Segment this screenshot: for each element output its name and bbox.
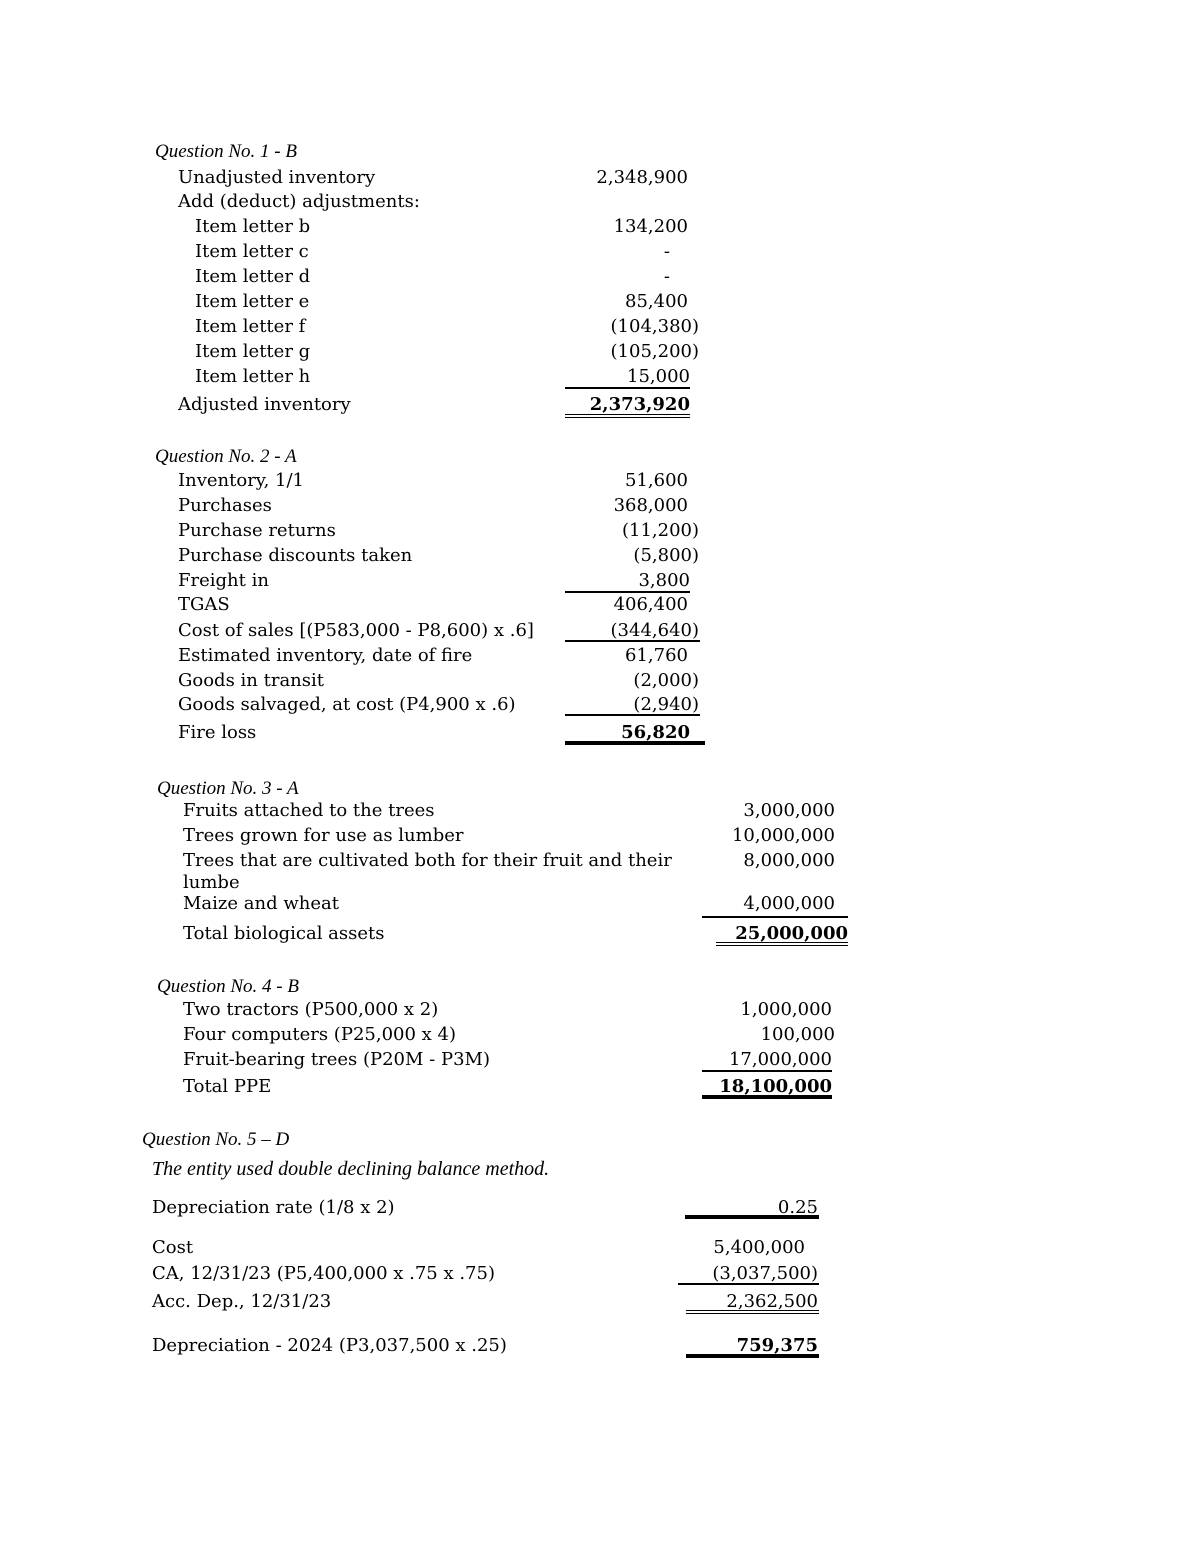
q1-total-value: 2,373,920: [589, 394, 690, 415]
q3-total-value: 25,000,000: [735, 923, 848, 944]
q1-row-value: 85,400: [625, 291, 688, 312]
q5-row-value: 2,362,500: [726, 1291, 818, 1312]
q1-row-value: (104,380): [610, 316, 699, 337]
q5-row-label: Cost: [152, 1237, 194, 1258]
q5-row-label: Acc. Dep., 12/31/23: [152, 1291, 332, 1312]
q3-row-label: Maize and wheat: [183, 893, 339, 914]
q1-row-value: 15,000: [627, 366, 690, 387]
q3-row-label: Fruits attached to the trees: [183, 800, 435, 821]
q5-row-label: CA, 12/31/23 (P5,400,000 x .75 x .75): [152, 1263, 495, 1284]
double-underline: [686, 1310, 819, 1314]
q2-row-value: (11,200): [621, 520, 699, 541]
q1-row-value: 2,348,900: [596, 167, 688, 188]
q2-row-value: (5,800): [633, 545, 699, 566]
q2-total-label: Fire loss: [178, 722, 257, 743]
q1-row-value: -: [663, 266, 670, 287]
q2-row-label: Freight in: [178, 570, 269, 591]
q5-total-value: 759,375: [736, 1335, 818, 1356]
q1-row-value: (105,200): [610, 341, 699, 362]
q1-row-label: Item letter e: [195, 291, 310, 312]
q2-row-label: Purchase returns: [178, 520, 336, 541]
q2-row-value: 61,760: [625, 645, 688, 666]
underline: [565, 591, 690, 593]
q3-row-label: Trees that are cultivated both for their fruit and their: [183, 850, 672, 871]
thick-underline: [686, 1354, 819, 1358]
q5-row-value: (3,037,500): [712, 1263, 818, 1284]
q3-row-value: 8,000,000: [743, 850, 835, 871]
q4-row-value: 100,000: [760, 1024, 835, 1045]
underline: [565, 714, 700, 716]
q2-total-value: 56,820: [621, 722, 690, 743]
q4-total-value: 18,100,000: [719, 1076, 832, 1097]
q1-row-label: Item letter b: [195, 216, 311, 237]
q1-row-label: Item letter g: [195, 341, 311, 362]
q4-total-label: Total PPE: [183, 1076, 272, 1097]
q3-row-value: 4,000,000: [743, 893, 835, 914]
q3-heading: Question No. 3 - A: [157, 778, 299, 799]
q2-row-value: (2,940): [633, 694, 699, 715]
q2-row-label: Purchase discounts taken: [178, 545, 413, 566]
q1-row-label: Item letter d: [195, 266, 311, 287]
q1-row-label: Item letter f: [195, 316, 306, 337]
q2-row-label: Estimated inventory, date of fire: [178, 645, 473, 666]
q2-row-label: TGAS: [178, 594, 230, 615]
q4-row-label: Two tractors (P500,000 x 2): [183, 999, 439, 1020]
q3-row-value: 3,000,000: [743, 800, 835, 821]
q4-row-label: Four computers (P25,000 x 4): [183, 1024, 456, 1045]
q5-heading: Question No. 5 – D: [142, 1129, 290, 1150]
q2-row-value: (2,000): [633, 670, 699, 691]
q4-row-label: Fruit-bearing trees (P20M - P3M): [183, 1049, 490, 1070]
q1-row-label: Item letter c: [195, 241, 309, 262]
q1-row-label: Add (deduct) adjustments:: [178, 191, 420, 212]
q2-row-value: 406,400: [613, 594, 688, 615]
q4-row-value: 1,000,000: [740, 999, 832, 1020]
q2-heading: Question No. 2 - A: [155, 446, 297, 467]
thick-underline: [685, 1215, 819, 1219]
thick-underline: [565, 741, 705, 745]
q1-row-value: -: [663, 241, 670, 262]
q3-row-value: 10,000,000: [731, 825, 835, 846]
q1-row-label: Item letter h: [195, 366, 311, 387]
q2-row-value: 51,600: [625, 470, 688, 491]
q4-heading: Question No. 4 - B: [157, 976, 299, 997]
underline: [565, 640, 700, 642]
q2-row-label: Inventory, 1/1: [178, 470, 304, 491]
underline: [702, 1070, 832, 1072]
q5-row-value: 5,400,000: [713, 1237, 805, 1258]
underline: [702, 916, 848, 918]
q5-total-label: Depreciation - 2024 (P3,037,500 x .25): [152, 1335, 507, 1356]
underline: [565, 387, 690, 389]
q4-row-value: 17,000,000: [728, 1049, 832, 1070]
q3-total-label: Total biological assets: [183, 923, 385, 944]
q5-note: The entity used double declining balance method.: [152, 1158, 550, 1180]
q2-row-label: Goods in transit: [178, 670, 324, 691]
q1-total-label: Adjusted inventory: [178, 394, 351, 415]
thick-underline: [702, 1095, 832, 1099]
q1-row-value: 134,200: [613, 216, 688, 237]
q1-row-label: Unadjusted inventory: [178, 167, 376, 188]
double-underline: [565, 414, 690, 418]
q2-row-label: Purchases: [178, 495, 272, 516]
q2-row-value: 3,800: [638, 570, 690, 591]
q2-row-value: (344,640): [610, 620, 699, 641]
q1-heading: Question No. 1 - B: [155, 141, 297, 162]
q2-row-label: Cost of sales [(P583,000 - P8,600) x .6]: [178, 620, 534, 641]
q2-row-value: 368,000: [613, 495, 688, 516]
double-underline: [716, 942, 848, 946]
q3-row-label-cont: lumbe: [183, 872, 240, 893]
q5-row-value: 0.25: [777, 1197, 818, 1218]
underline: [678, 1283, 819, 1285]
q2-row-label: Goods salvaged, at cost (P4,900 x .6): [178, 694, 516, 715]
q5-row-label: Depreciation rate (1/8 x 2): [152, 1197, 395, 1218]
q3-row-label: Trees grown for use as lumber: [183, 825, 464, 846]
